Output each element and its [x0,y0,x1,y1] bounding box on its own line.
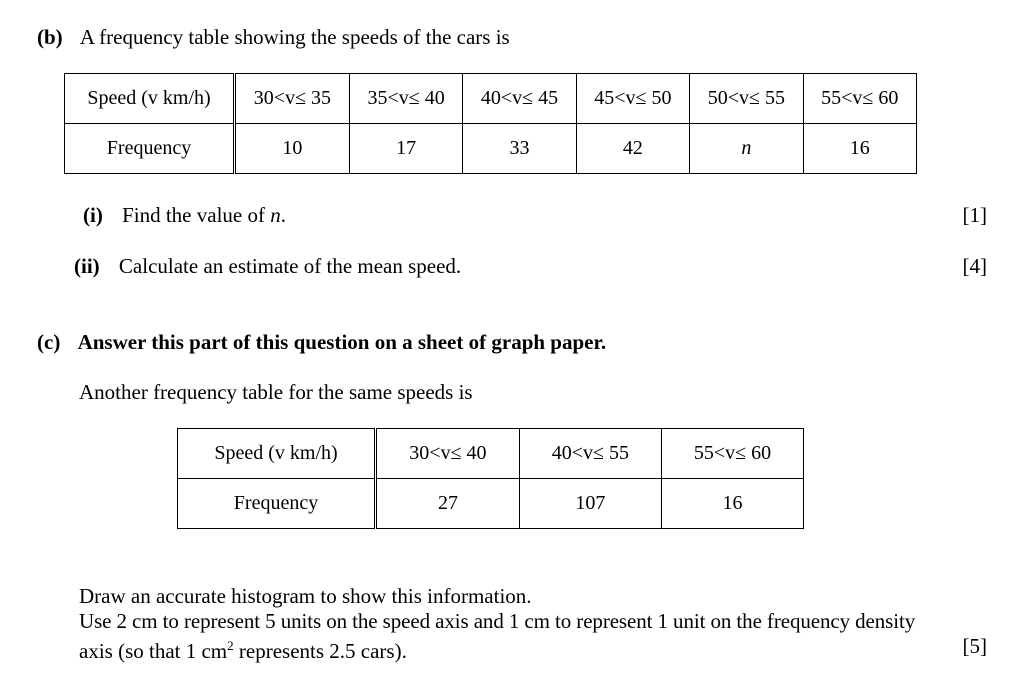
table-cell: 40<v≤ 45 [463,74,576,124]
marks-ii: [4] [962,254,987,278]
table-cell: 10 [235,124,350,174]
table-cell: 55<v≤ 60 [661,429,803,479]
instruction-line-3b: represents 2.5 cars). [233,639,407,663]
part-c-intro: Another frequency table for the same speeds is [79,380,473,404]
table-header-speed: Speed (v km/h) [65,74,235,124]
marks-i: [1] [962,203,987,227]
question-i [83,203,286,227]
table-cell: 40<v≤ 55 [519,429,661,479]
table-cell: 55<v≤ 60 [803,74,916,124]
table-cell: 50<v≤ 55 [690,74,803,124]
question-ii-label: (ii) [74,254,100,278]
part-b-line [37,25,510,49]
marks-c: [5] [962,634,987,658]
question-ii [74,254,461,278]
table-cell: 27 [376,479,520,529]
table-cell: 17 [349,124,462,174]
table-cell: 33 [463,124,576,174]
frequency-table-c [177,428,804,529]
table-header-frequency: Frequency [178,479,376,529]
part-b-label: (b) [37,25,63,49]
table-cell: 16 [803,124,916,174]
table-header-frequency: Frequency [65,124,235,174]
table-cell: 30<v≤ 40 [376,429,520,479]
instruction-line-1: Draw an accurate histogram to show this information. [79,584,532,608]
table-cell: 16 [661,479,803,529]
table-row [65,74,917,124]
part-c-label: (c) [37,330,61,354]
part-b-intro: A frequency table showing the speeds of the cars is [79,25,510,49]
table-cell-unknown: n [690,124,803,174]
table-header-speed: Speed (v km/h) [178,429,376,479]
table-row [65,124,917,174]
question-i-var: n [270,203,281,227]
question-ii-text: Calculate an estimate of the mean speed. [118,254,462,278]
table-cell: 35<v≤ 40 [349,74,462,124]
table-row [178,479,804,529]
question-i-end: . [280,203,286,227]
question-i-label: (i) [83,203,103,227]
frequency-table-b [64,73,917,174]
instruction-line-2: Use 2 cm to represent 5 units on the speed axis and 1 cm to represent 1 unit on the frequency density [79,609,916,633]
part-c-instruction: Answer this part of this question on a sheet of graph paper. [77,330,607,354]
superscript-two: 2 [227,638,234,653]
table-row [178,429,804,479]
table-cell: 107 [519,479,661,529]
instruction-line-3 [79,634,407,663]
instruction-line-3a: axis (so that 1 cm [79,639,228,663]
question-i-text: Find the value of [122,203,271,227]
table-cell: 42 [576,124,689,174]
table-cell: 45<v≤ 50 [576,74,689,124]
table-cell: 30<v≤ 35 [235,74,350,124]
part-c-line [37,330,606,354]
